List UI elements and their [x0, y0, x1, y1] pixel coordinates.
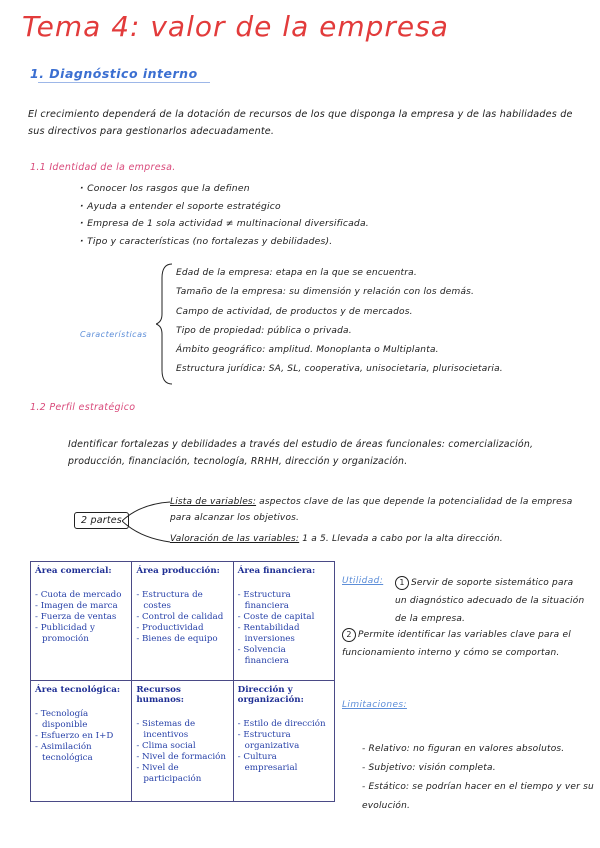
list-item: - Estructura financiera — [238, 590, 330, 612]
list-item: Tipo de propiedad: pública o privada. — [176, 325, 352, 336]
list-item: - Control de calidad — [136, 612, 228, 623]
parte1-text: aspectos clave de las que depende la potencialidad de la empresa para alcanzar los objetivos. — [170, 497, 573, 523]
characteristics-label: Características — [80, 330, 148, 339]
list-item: - Esfuerzo en I+D — [35, 731, 127, 742]
list-item: Estructura jurídica: SA, SL, cooperativa, unisocietaria, plurisocietaria. — [176, 364, 503, 375]
areas-table — [30, 561, 335, 802]
list-item: - Solvencia financiera — [238, 645, 330, 667]
parte1-title: Lista de variables: — [170, 497, 257, 507]
list-item: · Tipo y características (no fortalezas y debilidades). — [80, 233, 369, 251]
table-cell — [31, 681, 132, 802]
identidad-bullet-list — [80, 180, 369, 250]
number-circle: 2 — [342, 628, 356, 642]
table-cell — [233, 562, 334, 681]
list-item: - Estructura organizativa — [238, 730, 330, 752]
list-item: - Productividad — [136, 623, 228, 634]
area-title: Área comercial: — [35, 566, 112, 576]
section-heading-perfil: 1.2 Perfil estratégico — [30, 402, 136, 413]
list-item: - Cuota de mercado — [35, 590, 127, 601]
list-item: · Ayuda a entender el soporte estratégico — [80, 198, 369, 216]
list-item: - Asimilación tecnológica — [35, 742, 127, 764]
section-heading-diagnostico: 1. Diagnóstico interno — [30, 66, 198, 81]
utilidad-point-2 — [342, 626, 582, 662]
limitaciones-heading: Limitaciones: — [342, 700, 407, 710]
table-cell — [31, 562, 132, 681]
list-item: · Conocer los rasgos que la definen — [80, 180, 369, 198]
utilidad-text-1: Servir de soporte sistemático para un diagnóstico adecuado de la situación de la empresa. — [395, 578, 585, 624]
parte-lista-variables — [170, 494, 580, 526]
list-item: - Clima social — [136, 741, 228, 752]
utilidad-point-1 — [395, 574, 585, 628]
table-cell — [132, 562, 233, 681]
list-item: - Relativo: no figuran en valores absolutos. — [362, 740, 600, 759]
list-item: - Nivel de formación — [136, 752, 228, 763]
list-item: - Rentabilidad inversiones — [238, 623, 330, 645]
number-circle: 1 — [395, 576, 409, 590]
area-title: Recursos humanos: — [136, 685, 184, 705]
list-item: - Bienes de equipo — [136, 634, 228, 645]
list-item: Edad de la empresa: etapa en la que se encuentra. — [176, 268, 417, 278]
list-item: - Imagen de marca — [35, 601, 127, 612]
area-title: Dirección y organización: — [237, 685, 304, 705]
list-item: - Nivel de participación — [136, 763, 228, 785]
characteristics-list — [176, 264, 503, 380]
list-item: - Subjetivo: visión completa. — [362, 759, 600, 778]
perfil-paragraph: Identificar fortalezas y debilidades a través del estudio de áreas funcionales: comercialización, producción, financiación, tecnología, RRHH, dirección y organización. — [68, 439, 534, 467]
list-item: Campo de actividad, de productos y de mercados. — [176, 306, 413, 317]
partes-box: 2 partes — [74, 512, 129, 529]
parte-valoracion-variables — [170, 534, 590, 544]
area-title: Área producción: — [136, 566, 220, 576]
section-heading-identidad: 1.1 Identidad de la empresa. — [30, 162, 176, 173]
list-item: - Sistemas de incentivos — [136, 719, 228, 741]
list-item: - Cultura empresarial — [238, 752, 330, 774]
utilidad-text-2: Permite identificar las variables clave para el funcionamiento interno y cómo se comportan. — [342, 630, 571, 658]
list-item: · Empresa de 1 sola actividad ≠ multinacional diversificada. — [80, 215, 369, 233]
area-title: Área tecnológica: — [35, 685, 121, 695]
intro-paragraph: El crecimiento dependerá de la dotación de recursos de los que disponga la empresa y de las habilidades de sus directivos para gestionarlos adecuadamente. — [28, 109, 573, 137]
list-item: - Estructura de costes — [136, 590, 228, 612]
table-cell — [233, 681, 334, 802]
list-item: Tamaño de la empresa: su dimensión y relación con los demás. — [176, 287, 475, 298]
list-item: - Estático: se podrían hacer en el tiempo y ver su evolución. — [362, 778, 600, 816]
limitaciones-list — [362, 740, 600, 816]
parte2-title: Valoración de las variables: — [170, 534, 300, 544]
list-item: Ámbito geográfico: amplitud. Monoplanta o Multiplanta. — [176, 345, 439, 356]
list-item: - Tecnología disponible — [35, 709, 127, 731]
partes-branch-lines — [122, 496, 174, 548]
utilidad-heading: Utilidad: — [342, 576, 384, 586]
list-item: - Fuerza de ventas — [35, 612, 127, 623]
list-item: - Coste de capital — [238, 612, 330, 623]
heading-underline — [38, 82, 210, 83]
area-title: Área financiera: — [237, 566, 316, 576]
page-title: Tema 4: valor de la empresa — [22, 10, 449, 43]
parte2-text: 1 a 5. Llevada a cabo por la alta dirección. — [302, 534, 503, 544]
characteristics-brace — [156, 262, 176, 386]
list-item: - Publicidad y promoción — [35, 623, 127, 645]
list-item: - Estilo de dirección — [238, 719, 330, 730]
table-cell — [132, 681, 233, 802]
